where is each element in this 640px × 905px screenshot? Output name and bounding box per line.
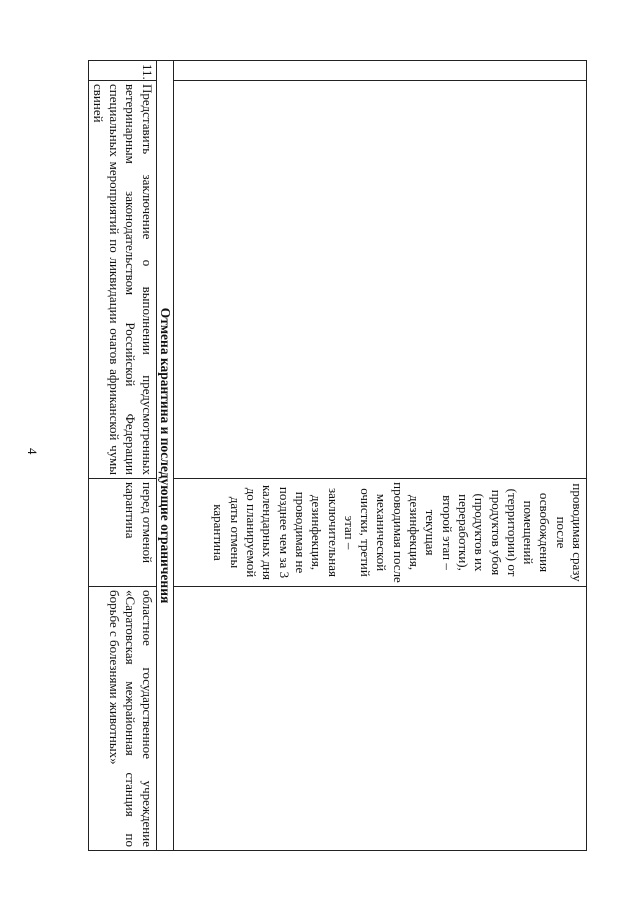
measure-text: Представить заключение о выполнении предусмотренных ветеринарным законодательством Российской Федерации специальных мероприятий по ликвидации очагов африканской чумы свиней [88, 81, 156, 479]
quarantine-measures-table [90, 60, 587, 850]
table-row-continuation [174, 61, 587, 851]
deadline-text: перед отменой карантина [88, 479, 156, 587]
row-number: 11. [88, 61, 156, 81]
measure-cell [174, 81, 587, 479]
timing-cell: проводимая сразу после освобождения помещений (территории) от продуктов убоя (продуктов их переработки), второй этап – текущая дезинфекция, проводимая после механической очистки, третий этап – заключительная дезинфекция, проводимая не позднее чем за 3 календарных дня до планируемой даты отмены карантина [174, 479, 587, 587]
table-row-11 [88, 61, 156, 851]
number-cell [174, 61, 587, 81]
page-number: 4 [25, 448, 40, 455]
responsible-text: областное государственное учреждение «Саратовская межрайонная станция по борьбе с болезнями животных» [88, 587, 156, 851]
section-heading: Отмена карантина и последующие ограничения [156, 61, 173, 851]
responsible-cell [174, 587, 587, 851]
section-heading-row [156, 61, 173, 851]
